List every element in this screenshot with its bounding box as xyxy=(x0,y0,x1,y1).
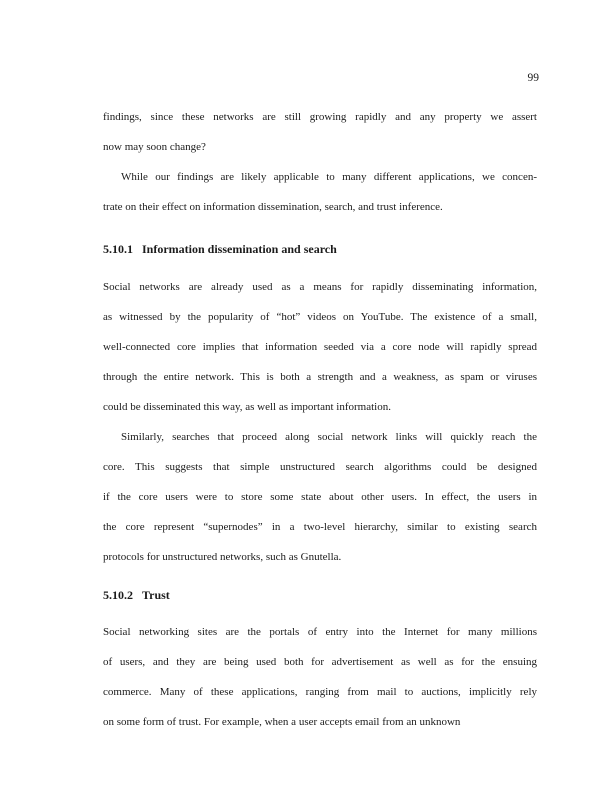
text-line: protocols for unstructured networks, such as Gnutella. xyxy=(103,551,342,563)
text-line: trate on their effect on information dissemination, search, and trust inference. xyxy=(103,201,443,213)
text-line: core. This suggests that simple unstructured search algorithms could be designed xyxy=(103,461,537,473)
text-line: as witnessed by the popularity of “hot” videos on YouTube. The existence of a small, xyxy=(103,311,537,323)
text-line: Social networks are already used as a means for rapidly disseminating information, xyxy=(103,281,537,293)
section-heading xyxy=(103,234,537,264)
text-line: on some form of trust. For example, when a user accepts email from an unknown xyxy=(103,716,461,728)
text-line: of users, and they are being used both for advertisement as well as for the ensuing xyxy=(103,656,537,668)
section-title: Information dissemination and search xyxy=(142,242,337,256)
text-line: commerce. Many of these applications, ranging from mail to auctions, implicitly rely xyxy=(103,686,537,698)
text-line: through the entire network. This is both a strength and a weakness, as spam or viruses xyxy=(103,371,537,383)
page-body xyxy=(103,102,537,737)
text-line: if the core users were to store some state about other users. In effect, the users in xyxy=(103,491,537,503)
text-line: Social networking sites are the portals of entry into the Internet for many millions xyxy=(103,626,537,638)
text-line: could be disseminated this way, as well as important information. xyxy=(103,401,391,413)
section-number: 5.10.2 xyxy=(103,588,133,602)
text-line: findings, since these networks are still growing rapidly and any property we assert xyxy=(103,111,537,123)
text-line: While our findings are likely applicable to many different applications, we concen- xyxy=(121,171,537,183)
section-number: 5.10.1 xyxy=(103,242,133,256)
text-line: Similarly, searches that proceed along social network links will quickly reach the xyxy=(121,431,537,443)
text-line: well-connected core implies that information seeded via a core node will rapidly spread xyxy=(103,341,537,353)
section-title: Trust xyxy=(142,588,170,602)
section-heading xyxy=(103,580,537,610)
text-line: the core represent “supernodes” in a two-level hierarchy, similar to existing search xyxy=(103,521,537,533)
text-line: now may soon change? xyxy=(103,141,206,153)
page-number: 99 xyxy=(527,72,539,84)
